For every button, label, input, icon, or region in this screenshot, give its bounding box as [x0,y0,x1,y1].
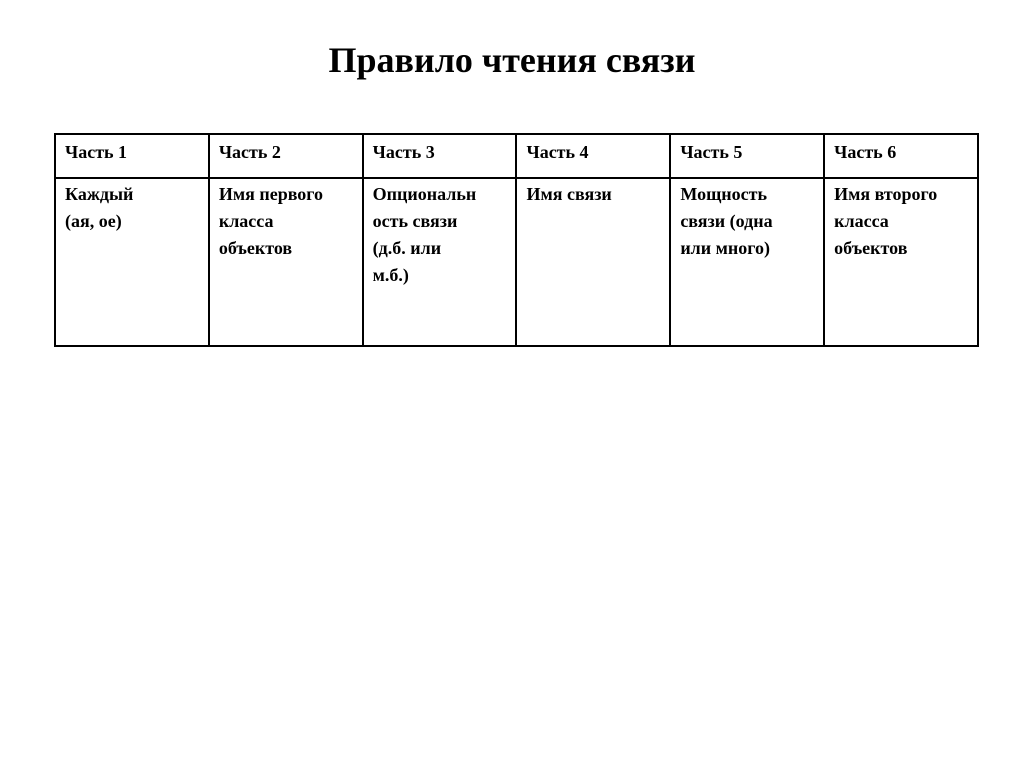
header-label: Часть 4 [526,142,589,162]
cell-text: Имя связи [526,184,612,204]
rule-table [54,133,979,347]
cell-text: Опциональн ость связи (д.б. или м.б.) [372,184,477,285]
table-cell [209,178,363,346]
cell-text: Каждый (ая, ое) [65,184,134,231]
table-header-cell [516,134,670,178]
page-title: Правило чтения связи [328,40,696,80]
table-header-cell [209,134,363,178]
table-header-cell [824,134,978,178]
header-label: Часть 5 [680,142,743,162]
table-cell [363,178,517,346]
table-cell [824,178,978,346]
header-label: Часть 6 [834,142,897,162]
table-header-cell [55,134,209,178]
table-row [55,178,978,346]
cell-text: Имя первого класса объектов [218,184,324,258]
cell-text: Мощность связи (одна или много) [680,184,773,258]
header-label: Часть 2 [218,142,281,162]
cell-text: Имя второго класса объектов [834,184,938,258]
table-cell [55,178,209,346]
header-label: Часть 3 [372,142,435,162]
table-header-row [55,134,978,178]
table-cell [516,178,670,346]
table-cell [670,178,824,346]
table-header-cell [670,134,824,178]
header-label: Часть 1 [65,142,128,162]
table-header-cell [363,134,517,178]
